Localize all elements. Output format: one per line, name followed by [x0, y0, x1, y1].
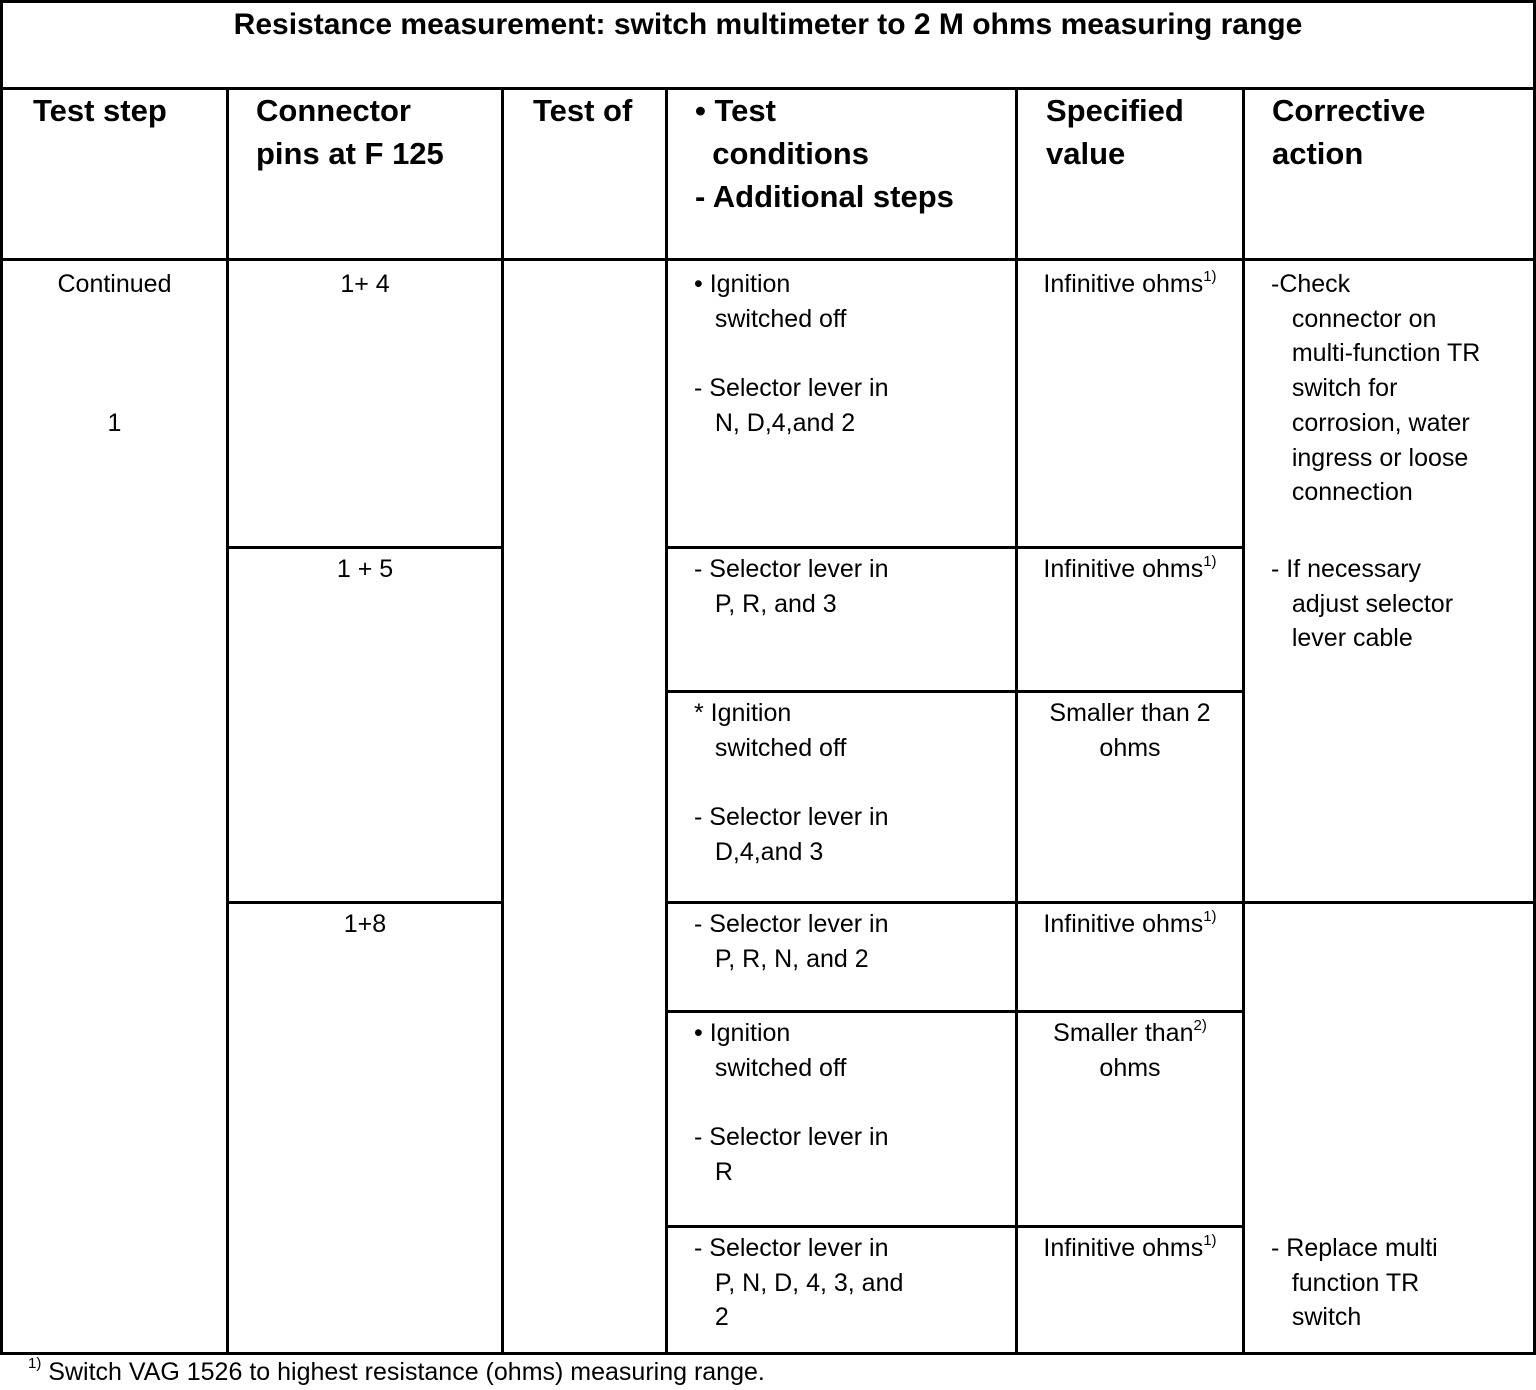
specified-value-text: Infinitive ohms	[1043, 910, 1204, 938]
test-conditions-2: - Selector lever in P, R, and 3	[694, 555, 889, 618]
specified-value-text: Smaller than	[1053, 1019, 1194, 1047]
specified-value-text: Infinitive ohms	[1043, 270, 1204, 298]
row-divider-3	[665, 901, 1245, 904]
header-divider	[0, 258, 1536, 261]
header-connector-pins: Connector pins at F 125	[256, 93, 444, 171]
specified-value-text: Infinitive ohms	[1043, 1234, 1204, 1262]
specified-value-text: Infinitive ohms	[1043, 555, 1204, 583]
specified-value-5	[1018, 1016, 1242, 1085]
test-conditions-4: - Selector lever in P, R, N, and 2	[694, 910, 889, 973]
connector-pins-3: 1+8	[343, 910, 387, 938]
specified-value-6	[1018, 1231, 1242, 1266]
specified-value-4	[1018, 907, 1242, 942]
test-step-number: 1	[107, 409, 122, 437]
footnote-marker: 1)	[1203, 1232, 1217, 1249]
table-border-bottom	[0, 1352, 1536, 1355]
connector-pins-2: 1 + 5	[336, 555, 394, 583]
row-divider-4	[665, 1010, 1245, 1013]
footnote-text: Switch VAG 1526 to highest resistance (ohms) measuring range.	[41, 1358, 765, 1386]
corrective-divider	[1242, 901, 1536, 904]
header-test-conditions: • Test conditions - Additional steps	[695, 93, 954, 214]
footnote	[28, 1355, 765, 1387]
corrective-action-adjust: - If necessary adjust selector lever cable	[1271, 555, 1454, 653]
corrective-action-check: -Check connector on multi-function TR switch for corrosion, water ingress or loose connection	[1271, 270, 1481, 507]
pins-divider-1	[226, 546, 504, 549]
footnote-marker: 1)	[1203, 268, 1217, 285]
specified-value-2	[1018, 552, 1242, 587]
table-border-top	[0, 0, 1536, 3]
specified-value-1	[1018, 267, 1242, 302]
header-specified-value: Specified value	[1046, 93, 1184, 171]
test-conditions-6: - Selector lever in P, N, D, 4, 3, and 2	[694, 1234, 904, 1332]
header-corrective-action: Corrective action	[1272, 93, 1426, 171]
connector-pins-1: 1+ 4	[340, 270, 390, 298]
footnote-marker: 1)	[1203, 553, 1217, 570]
specified-value-unit: ohms	[1099, 1053, 1161, 1082]
header-test-of: Test of	[533, 93, 633, 128]
footnote-marker: 2)	[1193, 1017, 1207, 1034]
test-step-continued: Continued	[57, 270, 172, 298]
row-divider-1	[665, 546, 1245, 549]
corrective-action-replace: - Replace multi function TR switch	[1271, 1234, 1438, 1332]
table-border-left	[0, 0, 3, 1355]
test-conditions-1: • Ignition switched off - Selector lever in N, D,4,and 2	[694, 270, 889, 437]
row-divider-2	[665, 690, 1245, 693]
specified-value-3	[1018, 696, 1242, 765]
header-test-step: Test step	[33, 93, 167, 128]
col-divider-5	[1242, 87, 1245, 1355]
specified-value-text: Smaller than 2 ohms	[1049, 699, 1211, 762]
table-title: Resistance measurement: switch multimeter to 2 M ohms measuring range	[233, 8, 1303, 41]
col-divider-2	[501, 87, 504, 1355]
row-divider-5	[665, 1225, 1245, 1228]
pins-divider-2	[226, 901, 504, 904]
test-conditions-5: • Ignition switched off - Selector lever in R	[694, 1019, 889, 1186]
col-divider-3	[665, 87, 668, 1355]
footnote-marker: 1)	[1203, 908, 1217, 925]
test-conditions-3: * Ignition switched off - Selector lever in D,4,and 3	[694, 699, 889, 866]
footnote-marker: 1)	[28, 1355, 42, 1372]
